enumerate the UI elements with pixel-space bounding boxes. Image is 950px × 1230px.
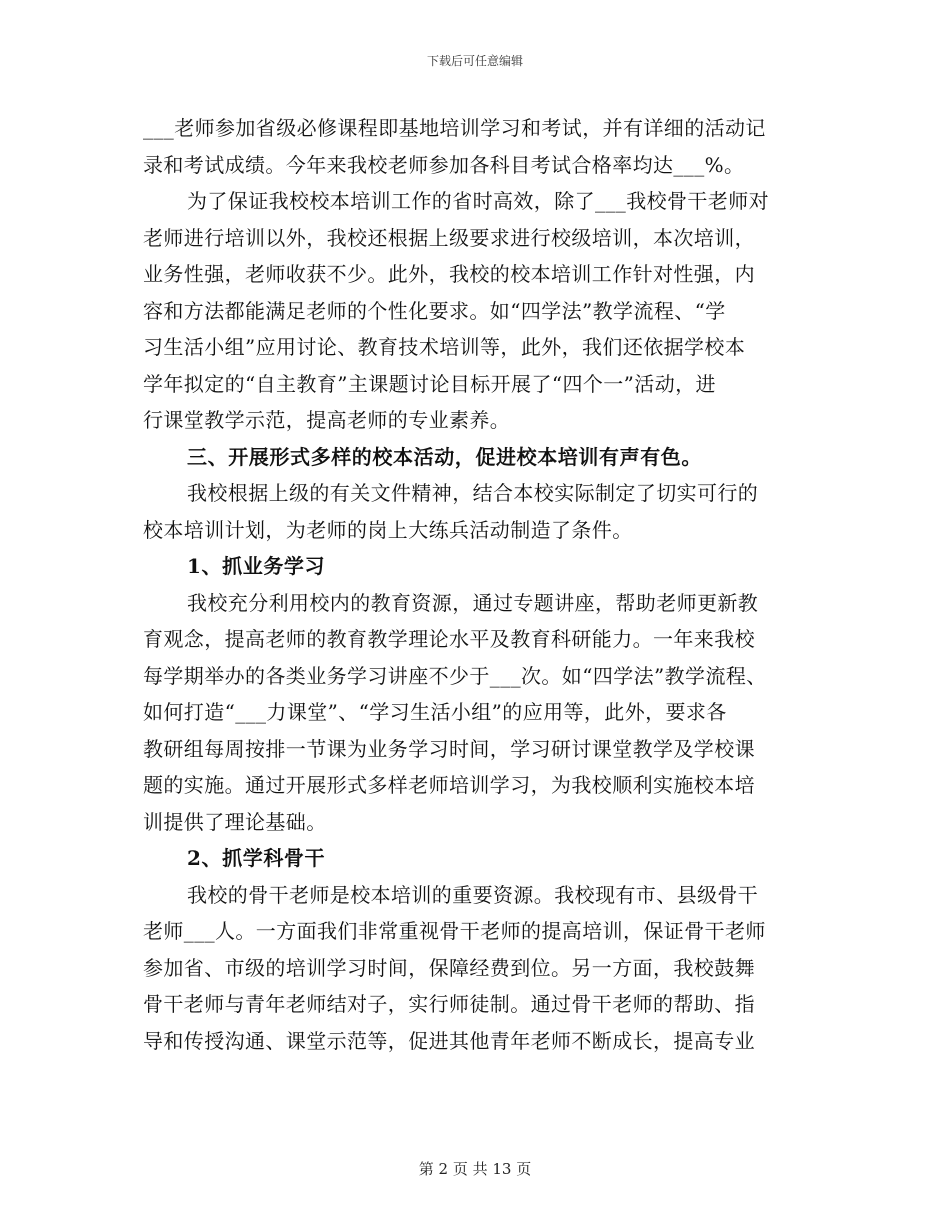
body-line: 教研组每周按排一节课为业务学习时间，学习研讨课堂教学及学校课 [143,736,755,761]
body-line: 校本培训计划，为老师的岗上大练兵活动制造了条件。 [143,517,633,542]
body-line: 题的实施。通过开展形式多样老师培训学习，为我校顺利实施校本培 [143,773,755,797]
body-line: 行课堂教学示范，提高老师的专业素养。 [143,408,511,432]
body-line: 育观念，提高老师的教育教学理论水平及教育科研能力。一年来我校 [143,627,755,651]
page-header: 下载后可任意编辑 [426,54,523,68]
body-line: 录和考试成绩。今年来我校老师参加各科目考试合格率均达___%。 [143,152,745,177]
body-line: 容和方法都能满足老师的个性化要求。如“四学法”教学流程、“学 [143,298,726,323]
body-line: 为了保证我校校本培训工作的省时高效，除了___我校骨干老师对 [187,189,769,213]
body-line: ___老师参加省级必修课程即基地培训学习和考试，并有详细的活动记 [143,116,766,140]
page-footer: 第 2 页 共 13 页 [418,1160,532,1178]
body-line: 习生活小组”应用讨论、教育技术培训等，此外，我们还依据学校本 [143,335,746,359]
subsection-heading: 2、抓学科骨干 [187,846,326,870]
subsection-heading: 1、抓业务学习 [187,554,326,578]
section-heading: 三、开展形式多样的校本活动，促进校本培训有声有色。 [187,444,702,469]
body-line: 我校根据上级的有关文件精神，结合本校实际制定了切实可行的 [187,481,759,505]
body-line: 参加省、市级的培训学习时间，保障经费到位。另一方面，我校鼓舞 [143,955,755,980]
body-line: 如何打造“___力课堂”、“学习生活小组”的应用等，此外，要求各 [143,700,727,724]
body-line: 导和传授沟通、课堂示范等，促进其他青年老师不断成长，提高专业 [143,1028,755,1053]
body-line: 训提供了理论基础。 [143,809,327,834]
body-line: 老师进行培训以外，我校还根据上级要求进行校级培训，本次培训， [143,225,755,250]
body-line: 老师___人。一方面我们非常重视骨干老师的提高培训，保证骨干老师 [143,919,766,943]
body-line: 我校的骨干老师是校本培训的重要资源。我校现有市、县级骨干 [187,882,759,907]
body-line: 学年拟定的“自主教育”主课题讨论目标开展了“四个一”活动，进 [143,371,716,396]
document-body [143,110,813,1059]
body-line: 骨干老师与青年老师结对子，实行师徒制。通过骨干老师的帮助、指 [143,992,755,1016]
body-line: 业务性强，老师收获不少。此外，我校的校本培训工作针对性强，内 [143,262,755,286]
body-line: 我校充分利用校内的教育资源，通过专题讲座，帮助老师更新教 [187,590,759,615]
body-line: 每学期举办的各类业务学习讲座不少于___次。如“四学法”教学流程、 [143,663,767,688]
